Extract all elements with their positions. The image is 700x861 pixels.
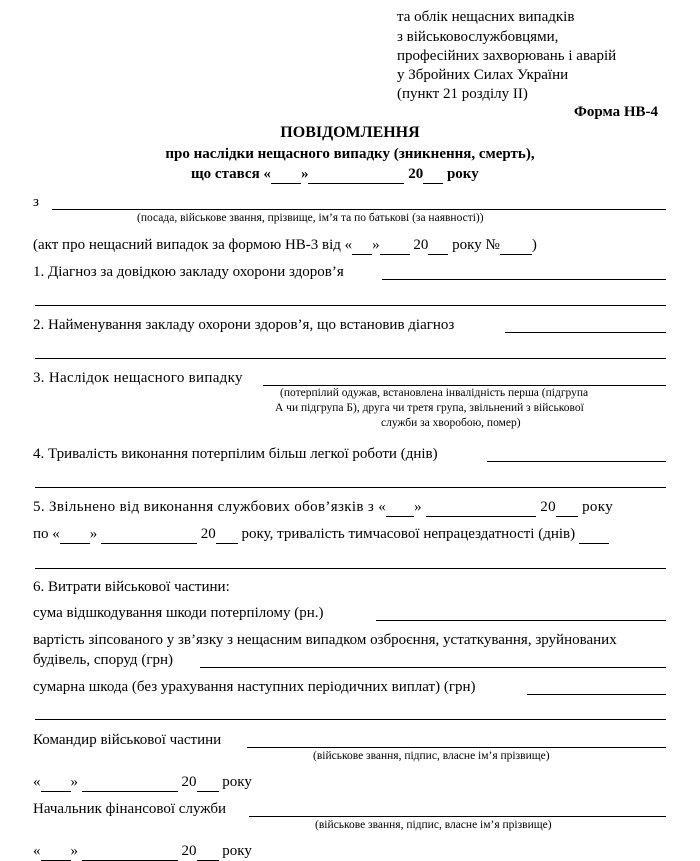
act-quote: »	[372, 237, 380, 253]
title-year-prefix: 20	[408, 166, 424, 182]
item-4-label: 4. Тривалість виконання потерпілим більш легкої роботи (днів)	[33, 446, 438, 462]
item-3-hint-line-2: А чи підгрупа Б), друга чи третя група, звільнений з військової	[275, 402, 584, 414]
act-day-blank[interactable]	[352, 236, 372, 255]
item-4-field-line-2[interactable]	[35, 487, 666, 488]
finance-year-word: року	[222, 843, 252, 859]
act-prefix: (акт про нещасний випадок за формою НВ-3 від «	[33, 237, 353, 253]
item-2-field-line-2[interactable]	[35, 358, 666, 359]
recipient-field[interactable]	[52, 209, 666, 210]
commander-date	[33, 773, 252, 792]
item-1-field-line-2[interactable]	[35, 305, 666, 306]
finance-date-close: »	[70, 843, 78, 859]
title-year-blank[interactable]	[423, 165, 443, 184]
act-year: 20	[413, 237, 429, 253]
commander-year-word: року	[222, 774, 252, 790]
item-6a-label: сума відшкодування шкоди потерпілому (рн.)	[33, 605, 324, 621]
reference-line-5: (пункт 21 розділу II)	[397, 86, 528, 102]
item-4-field[interactable]	[487, 461, 666, 462]
act-reference	[33, 236, 537, 255]
commander-signature-field[interactable]	[247, 747, 666, 748]
act-year-word: року №	[452, 237, 500, 253]
item-2-field[interactable]	[505, 332, 666, 333]
item-5-field-line-3[interactable]	[35, 568, 666, 569]
item-5-month2-blank[interactable]	[101, 525, 197, 544]
title-date-prefix: що стався «	[191, 166, 271, 182]
title-date-line	[191, 165, 479, 184]
title-day-blank[interactable]	[271, 165, 301, 184]
reference-line-1: та облік нещасних випадків	[397, 9, 575, 25]
commander-year: 20	[181, 774, 197, 790]
finance-month-blank[interactable]	[82, 842, 178, 861]
item-3-hint-line-3: служби за хворобою, помер)	[381, 417, 521, 429]
commander-year-blank[interactable]	[197, 773, 219, 792]
finance-signature-field[interactable]	[249, 816, 666, 817]
item-1-label: 1. Діагноз за довідкою закладу охорони здоров’я	[33, 264, 344, 280]
finance-date	[33, 842, 252, 861]
commander-day-blank[interactable]	[41, 773, 71, 792]
item-5-year: 20	[540, 499, 556, 515]
item-5-year-word: року	[582, 499, 614, 515]
item-5-line-2	[33, 525, 609, 544]
item-3-hint-line-1: (потерпілий одужав, встановлена інвалідність перша (підгрупа	[280, 387, 589, 399]
act-year-blank[interactable]	[428, 236, 448, 255]
item-5-year2-blank[interactable]	[216, 525, 238, 544]
item-6c-field[interactable]	[527, 694, 666, 695]
item-5-text: 5. Звільнено від виконання службових обов’язків з «	[33, 499, 387, 515]
page-subtitle: про наслідки нещасного випадку (зникнення, смерть),	[165, 146, 535, 162]
page-title: ПОВІДОМЛЕННЯ	[280, 124, 420, 141]
act-month-blank[interactable]	[380, 236, 410, 255]
finance-date-open: «	[33, 843, 41, 859]
item-5-po: по «	[33, 526, 60, 542]
item-6c-label: сумарна шкода (без урахування наступних періодичних виплат) (грн)	[33, 679, 476, 695]
item-5-days-blank[interactable]	[579, 525, 609, 544]
commander-date-open: «	[33, 774, 41, 790]
item-2-label: 2. Найменування закладу охорони здоров’я, що встановив діагноз	[33, 317, 455, 333]
commander-hint: (військове звання, підпис, власне ім’я прізвище)	[313, 750, 550, 762]
finance-year: 20	[181, 843, 197, 859]
item-5-line-1	[33, 498, 613, 517]
act-number-blank[interactable]	[500, 236, 532, 255]
form-code: Форма НВ-4	[574, 104, 659, 120]
item-3-label: 3. Наслідок нещасного випадку	[33, 370, 243, 386]
commander-month-blank[interactable]	[82, 773, 178, 792]
finance-year-blank[interactable]	[197, 842, 219, 861]
commander-date-close: »	[70, 774, 78, 790]
act-suffix: )	[531, 237, 537, 253]
item-6-label: 6. Витрати військової частини:	[33, 579, 230, 595]
recipient-label: з	[33, 194, 39, 210]
finance-label: Начальник фінансової служби	[33, 801, 227, 817]
item-6a-field[interactable]	[376, 620, 666, 621]
finance-day-blank[interactable]	[41, 842, 71, 861]
item-5-year2: 20	[200, 526, 216, 542]
item-5-month-blank[interactable]	[426, 498, 536, 517]
title-year-suffix: року	[446, 166, 479, 182]
reference-line-3: професійних захворювань і аварій	[397, 48, 617, 64]
title-month-blank[interactable]	[308, 165, 404, 184]
item-6b-label-line-2: будівель, споруд (грн)	[33, 652, 173, 668]
item-1-field[interactable]	[382, 279, 666, 280]
item-6b-field[interactable]	[200, 667, 666, 668]
item-5-day2-blank[interactable]	[60, 525, 90, 544]
item-5-day-blank[interactable]	[386, 498, 414, 517]
item-5-quote2: »	[89, 526, 98, 542]
item-5-quote: »	[414, 499, 423, 515]
commander-label: Командир військової частини	[33, 732, 222, 748]
recipient-hint: (посада, військове звання, прізвище, ім’я та по батькові (за наявності))	[137, 212, 484, 224]
item-6b-label-line-1: вартість зіпсованого у зв’язку з нещасним випадком озброєння, устаткування, зруйнованих	[33, 632, 617, 648]
reference-line-4: у Збройних Силах України	[397, 67, 569, 83]
item-5-tail: року, тривалість тимчасової непрацездатності (днів)	[241, 526, 576, 542]
reference-line-2: з військовослужбовцями,	[397, 29, 559, 45]
title-date-quote: »	[300, 166, 309, 182]
finance-hint: (військове звання, підпис, власне ім’я прізвище)	[315, 819, 552, 831]
item-6-field-line-extra[interactable]	[35, 719, 666, 720]
item-5-year-blank[interactable]	[556, 498, 578, 517]
reference-cut-line	[397, 0, 687, 2]
